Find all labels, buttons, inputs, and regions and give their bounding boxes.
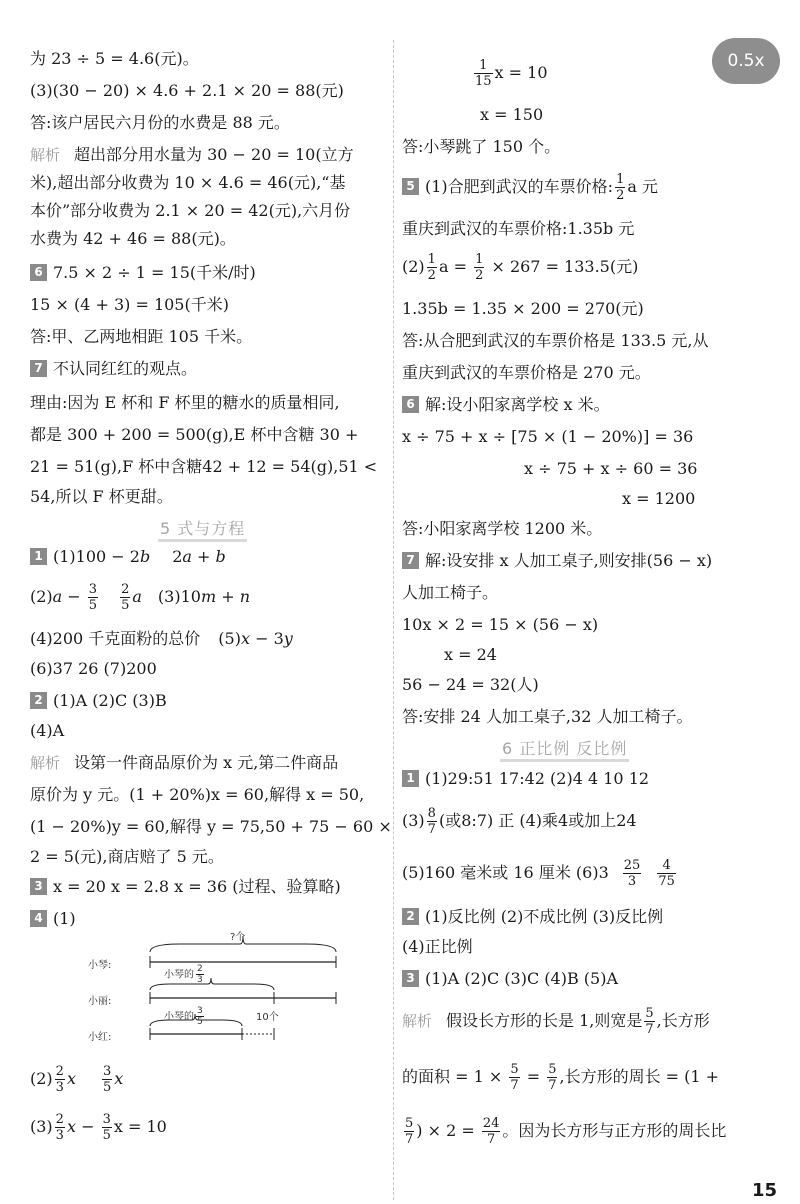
question-number-badge: 2 xyxy=(30,692,47,709)
var: b xyxy=(139,547,151,566)
analysis-tag: 解析 xyxy=(30,146,61,164)
text-line: $\frac{5}{7}$ ) × 2 = $\frac{24}{7}$ 。因为长方形与正方形的周长比 xyxy=(405,1116,727,1147)
text-line: (4)A xyxy=(30,721,65,740)
question-number-badge: 2 xyxy=(402,908,419,925)
text: (2) xyxy=(30,587,53,606)
var: y xyxy=(283,629,293,648)
analysis-tag: 解析 xyxy=(30,754,61,772)
section5-q1-line1 xyxy=(30,546,226,568)
text-line: 1.35b = 1.35 × 200 = 270(元) xyxy=(402,299,644,318)
analysis-line xyxy=(30,144,354,166)
text: x = 20 x = 2.8 x = 36 (过程、验算略) xyxy=(53,877,341,896)
section5-q4-3: (3) $\frac{2}{3}$ x − $\frac{3}{5}$ x = 10 xyxy=(30,1112,167,1143)
analysis-tag: 解析 xyxy=(402,1012,433,1030)
fraction: $\frac{3}{5}$ xyxy=(88,582,98,613)
text: (4)200 千克面粉的总价 xyxy=(30,629,201,648)
text: 7.5 × 2 ÷ 1 = 15(千米/时) xyxy=(53,263,256,282)
question-number-badge: 6 xyxy=(402,396,419,413)
question-number-badge: 7 xyxy=(402,552,419,569)
section6-q1-line2: (3) $\frac{8}{7}$ (或8:7) 正 (4)乘4或加上24 xyxy=(402,806,637,837)
text: + xyxy=(216,587,240,606)
diagram-fraction-label: 小琴的 $\frac{2}{3}$ xyxy=(164,964,203,985)
question-number-badge: 6 xyxy=(30,264,47,281)
text-line: 答:甲、乙两地相距 105 千米。 xyxy=(30,327,253,346)
section5-q1-line3 xyxy=(30,628,293,650)
text-line: 人加工椅子。 xyxy=(402,583,499,602)
text: 设第一件商品原价为 x 元,第二件商品 xyxy=(74,753,339,772)
text-line: 米),超出部分收费为 10 × 4.6 = 46(元),“基 xyxy=(30,173,346,192)
text-line: x = 150 xyxy=(480,105,544,124)
text-line: 重庆到武汉的车票价格:1.35b 元 xyxy=(402,219,635,238)
text-line: 答:该户居民六月份的水费是 88 元。 xyxy=(30,113,290,132)
section-heading: 5 式与方程 xyxy=(158,516,247,542)
page-number: 15 xyxy=(752,1180,778,1201)
question-number-badge: 4 xyxy=(30,910,47,927)
text: + xyxy=(191,547,216,566)
text: 超出部分用水量为 30 − 20 = 10(立方 xyxy=(74,145,354,164)
text-line: 水费为 42 + 46 = 88(元)。 xyxy=(30,229,236,248)
section5-q3 xyxy=(30,876,341,898)
diagram-total-label: ?个 xyxy=(230,932,246,943)
question-number-badge: 3 xyxy=(30,878,47,895)
var: a xyxy=(132,587,142,606)
text-line: 10x × 2 = 15 × (56 − x) xyxy=(402,615,599,634)
question-number-badge: 5 xyxy=(402,178,419,195)
line-segment-diagram xyxy=(80,928,380,1054)
equation-line: $\frac{1}{15}$ x = 10 xyxy=(475,58,548,89)
var: a xyxy=(182,547,192,566)
var: x xyxy=(240,629,250,648)
question-7 xyxy=(30,358,197,380)
fraction: $\frac{2}{5}$ xyxy=(121,582,130,613)
question-number-badge: 1 xyxy=(402,770,419,787)
section5-q4-2: (2) $\frac{2}{3}$ x $\frac{3}{5}$ x xyxy=(30,1064,124,1095)
text-line: 为 23 ÷ 5 = 4.6(元)。 xyxy=(30,49,199,68)
text-line: 原价为 y 元。(1 + 20%)x = 60,解得 x = 50, xyxy=(30,785,365,804)
section6-q2: 2 (1)反比例 (2)不成比例 (3)反比例 xyxy=(402,906,663,928)
text-line: (6)37 26 (7)200 xyxy=(30,659,157,678)
text: 不认同红红的观点。 xyxy=(53,359,198,378)
var: b xyxy=(215,547,226,566)
question-5: 5 (1)合肥到武汉的车票价格: $\frac{1}{2}$ a 元 xyxy=(402,170,658,204)
section5-q4 xyxy=(30,908,76,930)
section5-q1-line2 xyxy=(30,580,250,614)
text-line: 21 = 51(g),F 杯中含糖42 + 12 = 54(g),51 < xyxy=(30,457,378,476)
var: m xyxy=(200,587,217,606)
section6-q1-line3: (5)160 毫米或 16 厘米 (6)3 $\frac{25}{3}$ $\frac{4}{75}$ xyxy=(402,858,675,889)
text: (1)100 − 2 xyxy=(53,547,140,566)
text-line: 重庆到武汉的车票价格是 270 元。 xyxy=(402,363,651,382)
section6-q1-line1: 1 (1)29:51 17:42 (2)4 4 10 12 xyxy=(402,768,649,790)
text-line: 答:小琴跳了 150 个。 xyxy=(402,137,561,156)
text-line: 答:安排 24 人加工桌子,32 人加工椅子。 xyxy=(402,707,693,726)
text-line: 本价”部分收费为 2.1 × 20 = 42(元),六月份 xyxy=(30,201,351,220)
question-number-badge: 7 xyxy=(30,360,47,377)
question-6: 6 解:设小阳家离学校 x 米。 xyxy=(402,394,610,416)
question-number-badge: 1 xyxy=(30,548,47,565)
var: n xyxy=(239,587,250,606)
text: 2 xyxy=(172,547,183,566)
equation-line: (2) $\frac{1}{2}$ a = $\frac{1}{2}$ × 267 = 133.5(元) xyxy=(402,252,639,283)
text-line: 15 × (4 + 3) = 105(千米) xyxy=(30,295,229,314)
playback-speed-badge[interactable]: 0.5x xyxy=(712,38,780,84)
column-divider xyxy=(393,40,394,1200)
text-line: 54,所以 F 杯更甜。 xyxy=(30,487,173,506)
text: − 3 xyxy=(250,629,284,648)
question-7: 7 解:设安排 x 人加工桌子,则安排(56 − x) xyxy=(402,550,712,572)
question-number-badge: 3 xyxy=(402,970,419,987)
section6-q3: 3 (1)A (2)C (3)C (4)B (5)A xyxy=(402,968,618,990)
text: (5) xyxy=(218,629,241,648)
section-heading: 6 正比例 反比例 xyxy=(500,736,629,762)
analysis-line xyxy=(30,752,338,774)
section5-q2 xyxy=(30,690,167,712)
text-line: 答:从合肥到武汉的车票价格是 133.5 元,从 xyxy=(402,331,709,350)
text: (1) xyxy=(53,909,76,928)
text-line: 2 = 5(元),商店赔了 5 元。 xyxy=(30,847,224,866)
diagram-ten-label: 10个 xyxy=(256,1012,279,1023)
var: a xyxy=(52,587,63,606)
text-line: 理由:因为 E 杯和 F 杯里的糖水的质量相同, xyxy=(30,393,340,412)
diagram-label-xiaoqin: 小琴: xyxy=(88,960,112,971)
diagram-fraction-label: 小琴的 $\frac{3}{5}$ xyxy=(164,1006,203,1027)
text-line: x ÷ 75 + x ÷ 60 = 36 xyxy=(524,459,698,478)
text: (1)A (2)C (3)B xyxy=(53,691,167,710)
diagram-label-xiaohong: 小红: xyxy=(88,1032,112,1043)
text-line: x ÷ 75 + x ÷ [75 × (1 − 20%)] = 36 xyxy=(402,427,694,446)
text-line: (4)正比例 xyxy=(402,937,473,956)
question-6 xyxy=(30,262,256,284)
analysis-line: 解析 假设长方形的长是 1,则宽是 $\frac{5}{7}$ ,长方形 xyxy=(402,1006,710,1037)
diagram-label-xiaoli: 小丽: xyxy=(88,996,112,1007)
text: (3)10 xyxy=(157,587,201,606)
text-line: 答:小阳家离学校 1200 米。 xyxy=(402,519,603,538)
text-line: (1 − 20%)y = 60,解得 y = 75,50 + 75 − 60 × xyxy=(30,817,392,836)
text-line: 56 − 24 = 32(人) xyxy=(402,675,539,694)
text: − xyxy=(62,587,86,606)
text-line: x = 1200 xyxy=(622,489,696,508)
text-line: (3)(30 − 20) × 4.6 + 2.1 × 20 = 88(元) xyxy=(30,81,344,100)
text-line: 都是 300 + 200 = 500(g),E 杯中含糖 30 + xyxy=(30,425,359,444)
text-line: 的面积 = 1 × $\frac{5}{7}$ = $\frac{5}{7}$ ,长方形的周长 = (1 + xyxy=(402,1062,720,1093)
text-line: x = 24 xyxy=(444,645,497,664)
